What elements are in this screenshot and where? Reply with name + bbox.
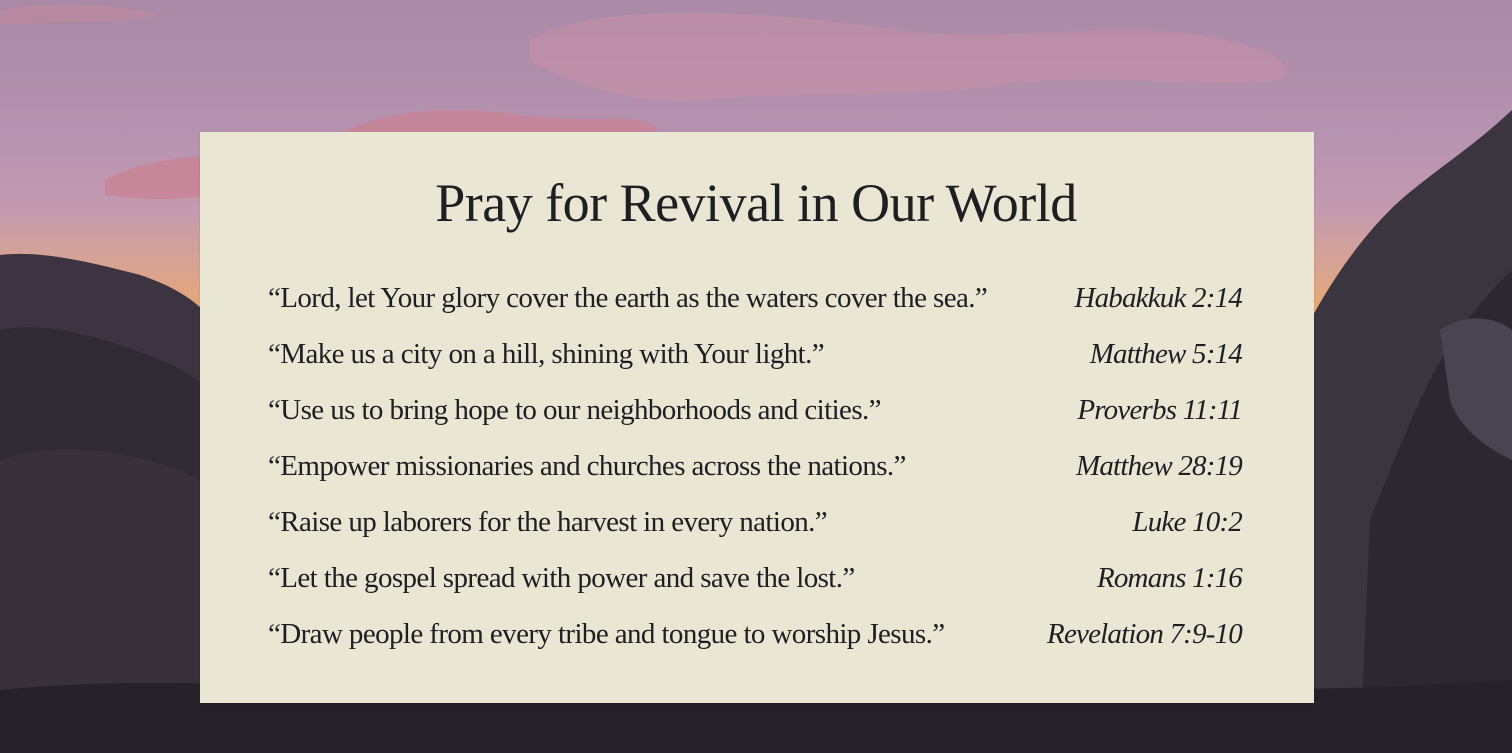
scripture-reference: Matthew 28:19 — [1076, 449, 1242, 482]
prayer-text: “Raise up laborers for the harvest in every nation.” — [268, 505, 828, 538]
scripture-reference: Romans 1:16 — [1096, 561, 1242, 594]
prayer-text: “Let the gospel spread with power and save the lost.” — [268, 561, 855, 594]
scripture-reference: Proverbs 11:11 — [1077, 393, 1242, 426]
prayer-text: “Use us to bring hope to our neighborhoods and cities.” — [268, 393, 881, 426]
scripture-reference: Habakkuk 2:14 — [1074, 281, 1242, 314]
list-item — [268, 438, 1242, 494]
prayer-text: “Draw people from every tribe and tongue to worship Jesus.” — [268, 617, 945, 650]
list-item — [268, 326, 1242, 382]
prayer-text: “Empower missionaries and churches across the nations.” — [268, 449, 906, 482]
scripture-reference: Luke 10:2 — [1132, 505, 1242, 538]
list-item — [268, 606, 1242, 662]
page-title: Pray for Revival in Our World — [435, 173, 1077, 233]
prayer-text: “Make us a city on a hill, shining with Your light.” — [268, 337, 825, 370]
list-item — [268, 494, 1242, 550]
list-item — [268, 270, 1242, 326]
prayer-text: “Lord, let Your glory cover the earth as the waters cover the sea.” — [268, 281, 988, 314]
scripture-reference: Matthew 5:14 — [1089, 337, 1242, 370]
prayer-list — [268, 270, 1242, 662]
scripture-reference: Revelation 7:9-10 — [1047, 617, 1242, 650]
list-item — [268, 550, 1242, 606]
list-item — [268, 382, 1242, 438]
